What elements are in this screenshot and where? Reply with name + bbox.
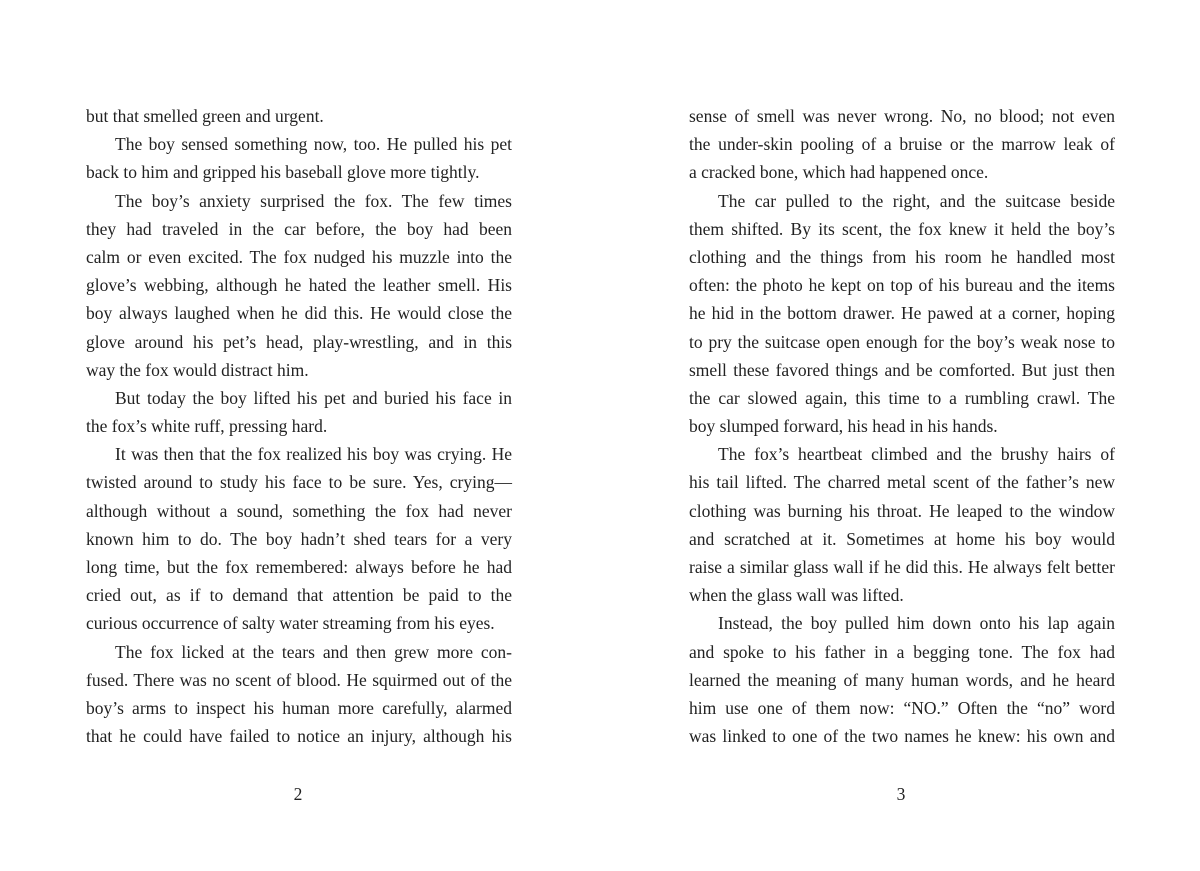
text-line: learned the meaning of many human words, and he heard	[689, 669, 1115, 690]
text-line: back to him and gripped his baseball glove more tightly.	[86, 162, 480, 183]
text-line: It was then that the fox realized his boy was crying. He	[115, 444, 512, 465]
text-line: they had traveled in the car before, the boy had been	[86, 218, 512, 239]
text-line: to pry the suitcase open enough for the boy’s weak nose to	[689, 331, 1115, 352]
text-line: and spoke to his father in a begging tone. The fox had	[689, 641, 1115, 662]
text-line: often: the photo he kept on top of his bureau and the items	[689, 275, 1115, 296]
text-line: The boy’s anxiety surprised the fox. The few times	[115, 190, 512, 211]
text-line: boy always laughed when he did this. He would close the	[86, 303, 512, 324]
text-line: sense of smell was never wrong. No, no blood; not even	[689, 106, 1115, 126]
right-page	[689, 102, 1115, 750]
text-line: that he could have failed to notice an injury, although his	[86, 726, 512, 747]
text-line: twisted around to study his face to be sure. Yes, crying—	[86, 472, 512, 493]
text-line: he hid in the bottom drawer. He pawed at a corner, hoping	[689, 303, 1115, 324]
text-line: boy’s arms to inspect his human more carefully, alarmed	[86, 697, 512, 718]
left-page	[86, 102, 512, 750]
text-line: the fox’s white ruff, pressing hard.	[86, 416, 328, 437]
text-line: The fox’s heartbeat climbed and the brushy hairs of	[718, 444, 1115, 465]
text-line: them shifted. By its scent, the fox knew it held the boy’s	[689, 218, 1115, 239]
text-line: fused. There was no scent of blood. He squirmed out of the	[86, 669, 512, 690]
text-line: clothing was burning his throat. He leaped to the window	[689, 500, 1115, 521]
text-line: raise a similar glass wall if he did this. He always felt better	[689, 557, 1115, 577]
text-line: known him to do. The boy hadn’t shed tears for a very	[86, 528, 512, 549]
text-line: The boy sensed something now, too. He pulled his pet	[115, 134, 512, 155]
text-line: and scratched at it. Sometimes at home his boy would	[689, 528, 1115, 549]
text-line: smell these favored things and be comforted. But just then	[689, 359, 1115, 380]
text-line: long time, but the fox remembered: always before he had	[86, 557, 512, 577]
left-page-text	[86, 102, 512, 750]
text-line: clothing and the things from his room he handled most	[689, 246, 1115, 267]
text-line: his tail lifted. The charred metal scent of the father’s new	[689, 472, 1115, 493]
text-line: a cracked bone, which had happened once.	[689, 162, 989, 183]
text-line: way the fox would distract him.	[86, 359, 309, 380]
text-line: the under-skin pooling of a bruise or the marrow leak of	[689, 134, 1115, 155]
right-page-number: 3	[896, 784, 906, 804]
text-line: glove around his pet’s head, play-wrestling, and in this	[86, 331, 512, 352]
text-line: boy slumped forward, his head in his hands.	[689, 416, 998, 437]
left-page-number: 2	[293, 784, 303, 804]
text-line: Instead, the boy pulled him down onto his lap again	[718, 613, 1115, 634]
text-line: glove’s webbing, although he hated the leather smell. His	[86, 275, 512, 296]
text-line: calm or even excited. The fox nudged his muzzle into the	[86, 246, 512, 267]
text-line: but that smelled green and urgent.	[86, 106, 324, 126]
text-line: curious occurrence of salty water streaming from his eyes.	[86, 613, 495, 634]
text-line: The fox licked at the tears and then grew more con-	[115, 641, 512, 662]
right-page-text	[689, 102, 1115, 750]
text-line: although without a sound, something the fox had never	[86, 500, 512, 521]
text-line: But today the boy lifted his pet and buried his face in	[115, 387, 512, 408]
text-line: the car slowed again, this time to a rumbling crawl. The	[689, 387, 1115, 408]
text-line: The car pulled to the right, and the suitcase beside	[718, 190, 1115, 211]
text-line: cried out, as if to demand that attention be paid to the	[86, 585, 512, 606]
text-line: him use one of them now: “NO.” Often the “no” word	[689, 697, 1115, 718]
text-line: when the glass wall was lifted.	[689, 585, 904, 606]
text-line: was linked to one of the two names he knew: his own and	[689, 726, 1115, 747]
